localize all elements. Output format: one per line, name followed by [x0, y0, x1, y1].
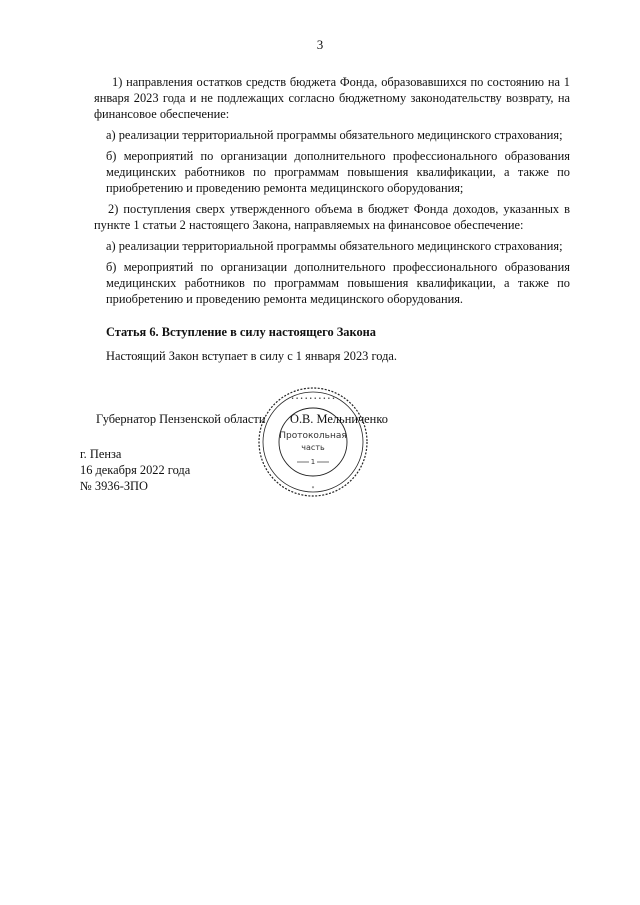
- svg-text:• • • • • • • • • •: • • • • • • • • • •: [291, 396, 335, 402]
- place-date: 16 декабря 2022 года: [80, 463, 191, 477]
- page-number: 3: [316, 37, 324, 52]
- stamp-line-2: часть: [301, 443, 325, 452]
- paragraph-item-1-a: а) реализации территориальной программы обязательного медицинского страхования;: [106, 128, 563, 142]
- stamp-line-1: Протокольная: [279, 431, 347, 441]
- signature-name: О.В. Мельниченко: [290, 412, 388, 426]
- place-city: г. Пенза: [80, 447, 122, 461]
- document-number: № 3936-ЗПО: [80, 479, 148, 493]
- svg-text:*: *: [311, 486, 315, 492]
- document-body: [94, 74, 570, 364]
- paragraph-item-1-b: б) мероприятий по организации дополнительного профессионального образования медицинских работников по программам повышения квалификации, а также по приобретению и проведению ремонта медицинского оборудования;: [106, 149, 570, 195]
- signature-position: Губернатор Пензенской области: [96, 412, 266, 426]
- article-text: Настоящий Закон вступает в силу с 1 января 2023 года.: [106, 349, 397, 363]
- paragraph-item-2: 2) поступления сверх утвержденного объема в бюджет Фонда доходов, указанных в пункте 1 статьи 2 настоящего Закона, направляемых на финансовое обеспечение:: [94, 202, 570, 232]
- stamp-number: 1: [310, 458, 316, 466]
- paragraph-item-2-a: а) реализации территориальной программы обязательного медицинского страхования;: [106, 239, 563, 253]
- paragraph-item-1: 1) направления остатков средств бюджета Фонда, образовавшихся по состоянию на 1 января 2023 года и не подлежащих согласно бюджетному законодательству возврату, на финансовое обеспечение:: [94, 75, 570, 121]
- paragraph-item-2-b: б) мероприятий по организации дополнительного профессионального образования медицинских работников по программам повышения квалификации, а также по приобретению и проведению ремонта медицинского оборудования.: [106, 260, 570, 306]
- place-block: [80, 446, 190, 494]
- article-title: Статья 6. Вступление в силу настоящего Закона: [106, 325, 376, 339]
- official-stamp: [257, 386, 369, 498]
